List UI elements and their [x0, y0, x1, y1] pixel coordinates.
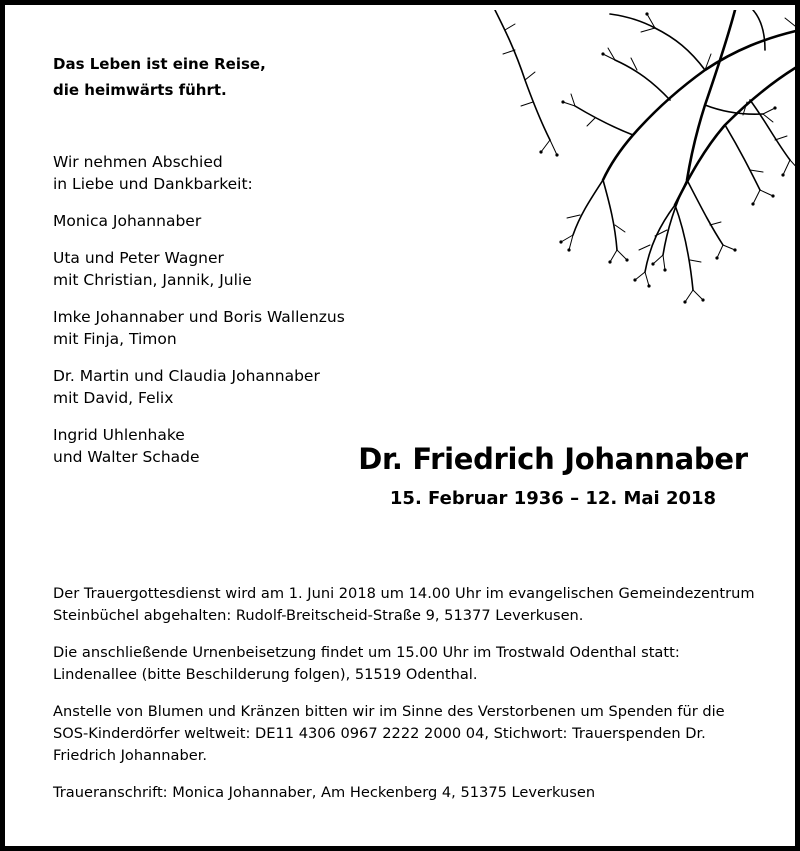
service-information	[53, 583, 757, 804]
mourner-line: mit Christian, Jannik, Julie	[53, 271, 252, 289]
mourner-line: Imke Johannaber und Boris Wallenzus	[53, 308, 345, 326]
mourner-line: und Walter Schade	[53, 448, 200, 466]
mourner-entry	[53, 247, 345, 291]
tree-branches-icon	[405, 10, 800, 310]
mourner-entry	[53, 210, 345, 232]
mourner-line: mit Finja, Timon	[53, 330, 177, 348]
urn-burial-paragraph: Die anschließende Urnenbeisetzung findet um 15.00 Uhr im Trostwald Odenthal statt: Lindenallee (bitte Beschilderung folgen), 51519 Odenthal.	[53, 644, 680, 683]
motto-line: Das Leben ist eine Reise,	[53, 55, 266, 73]
service-paragraph: Der Trauergottesdienst wird am 1. Juni 2018 um 14.00 Uhr im evangelischen Gemeindezentrum Steinbüchel abgehalten: Rudolf-Breitscheid-Straße 9, 51377 Leverkusen.	[53, 585, 755, 624]
farewell-line: in Liebe und Dankbarkeit:	[53, 175, 253, 193]
mourner-entry	[53, 306, 345, 350]
mourner-line: mit David, Felix	[53, 389, 174, 407]
motto	[53, 51, 266, 103]
farewell-line: Wir nehmen Abschied	[53, 153, 223, 171]
mourning-address: Traueranschrift: Monica Johannaber, Am Heckenberg 4, 51375 Leverkusen	[53, 784, 596, 801]
deceased-dates: 15. Februar 1936 – 12. Mai 2018	[389, 488, 717, 509]
motto-line: die heimwärts führt.	[53, 81, 227, 99]
mourner-line: Uta und Peter Wagner	[53, 249, 224, 267]
mourner-line: Monica Johannaber	[53, 212, 202, 230]
mourner-entry	[53, 365, 345, 409]
mourner-line: Ingrid Uhlenhake	[53, 426, 185, 444]
mourners-list	[53, 151, 345, 483]
farewell-intro	[53, 151, 345, 195]
mourner-entry	[53, 424, 345, 468]
donations-paragraph: Anstelle von Blumen und Kränzen bitten wir im Sinne des Verstorbenen um Spenden für die SOS-Kinderdörfer weltweit: DE11 4306 0967 2222 2000 04, Stichwort: Trauerspenden Dr. Friedrich Johannaber.	[53, 703, 725, 764]
mourner-line: Dr. Martin und Claudia Johannaber	[53, 367, 320, 385]
deceased-name: Dr. Friedrich Johannaber	[358, 442, 748, 476]
